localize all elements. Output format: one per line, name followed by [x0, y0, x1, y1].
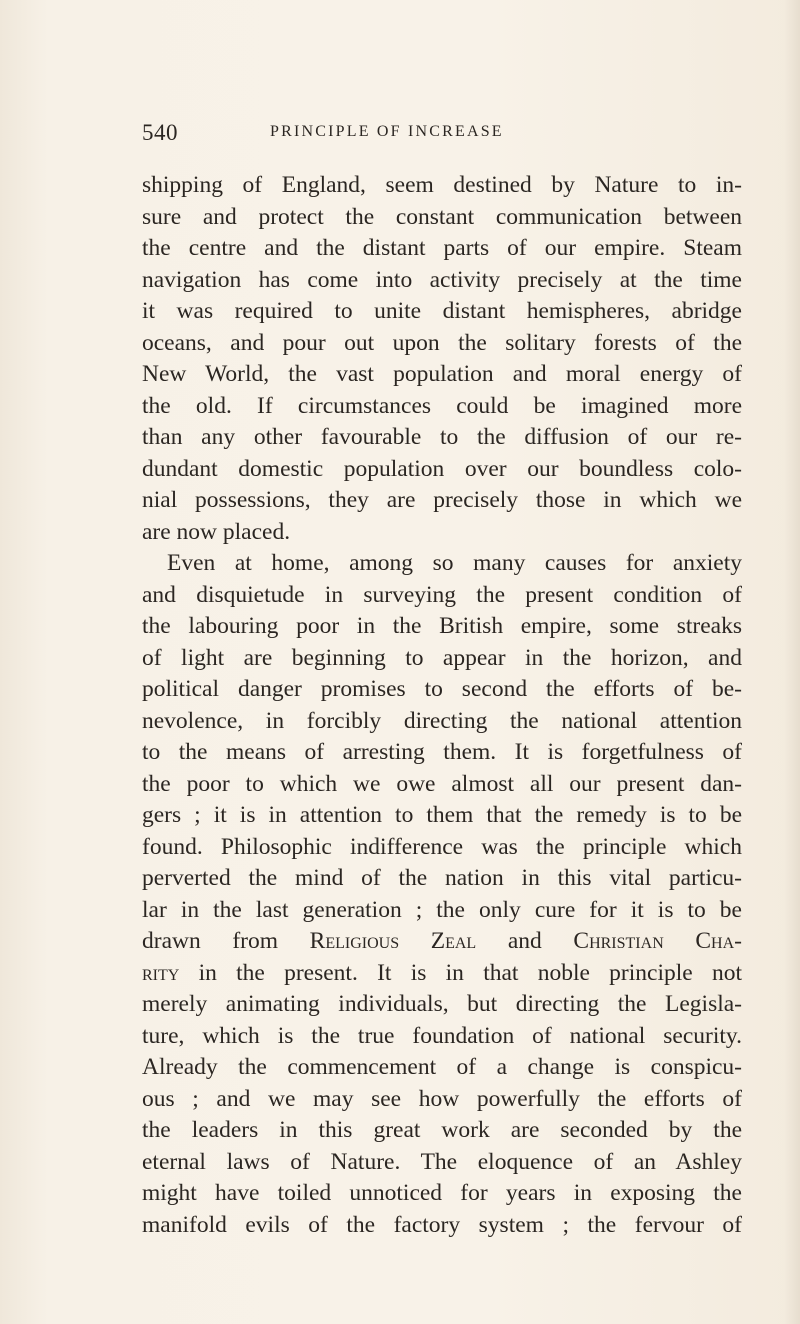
text-line: ous ; and we may see how powerfully the efforts of	[142, 1085, 742, 1112]
text-segment: in the present. It is in that noble principle not	[179, 959, 742, 986]
text-line: merely animating individuals, but directing the Legisla-	[142, 991, 742, 1017]
small-caps-phrase: rity	[142, 959, 180, 986]
text-line: it was required to unite distant hemispheres, abridge	[142, 298, 742, 324]
text-line-small-caps	[142, 926, 742, 958]
text-line: perverted the mind of the nation in this vital particu-	[142, 865, 742, 891]
text-line: manifold evils of the factory system ; the fervour of	[142, 1211, 742, 1238]
small-caps-phrase: Christian Cha-	[573, 928, 742, 954]
text-line: gers ; it is in attention to them that the remedy is to be	[142, 802, 742, 828]
text-line: are now placed.	[142, 518, 291, 545]
body-text	[142, 170, 742, 1241]
text-line: and disquietude in surveying the present condition of	[142, 581, 742, 608]
text-line: than any other favourable to the diffusion of our re-	[142, 424, 742, 450]
text-line: might have toiled unnoticed for years in exposing the	[142, 1180, 742, 1206]
text-line: the labouring poor in the British empire, some streaks	[142, 613, 742, 639]
text-line: shipping of England, seem destined by Nature to in-	[142, 172, 742, 198]
text-line: ture, which is the true foundation of national security.	[142, 1022, 742, 1049]
running-title: PRINCIPLE OF INCREASE	[270, 123, 504, 140]
text-line: oceans, and pour out upon the solitary forests of the	[142, 329, 742, 356]
text-line: to the means of arresting them. It is forgetfulness of	[142, 739, 742, 765]
page-header	[142, 120, 742, 150]
text-line: the leaders in this great work are seconded by the	[142, 1117, 742, 1143]
text-line: lar in the last generation ; the only cure for it is to be	[142, 896, 742, 923]
page-number: 540	[142, 120, 178, 145]
page-edge-shadow	[784, 0, 800, 1324]
text-line: of light are beginning to appear in the horizon, and	[142, 644, 742, 671]
text-line: the poor to which we owe almost all our present dan-	[142, 770, 742, 797]
text-line: found. Philosophic indifference was the principle which	[142, 833, 742, 860]
text-line: the centre and the distant parts of our empire. Steam	[142, 235, 742, 261]
text-segment: and	[476, 928, 574, 954]
text-segment: drawn from	[142, 928, 310, 954]
text-line: navigation has come into activity precisely at the time	[142, 266, 742, 293]
text-line: nevolence, in forcibly directing the national attention	[142, 707, 742, 734]
text-line: political danger promises to second the efforts of be-	[142, 676, 742, 702]
small-caps-phrase: Religious Zeal	[309, 928, 477, 954]
text-line: sure and protect the constant communication between	[142, 203, 742, 230]
text-line: Already the commencement of a change is conspicu-	[142, 1054, 742, 1080]
text-line: nial possessions, they are precisely those in which we	[142, 487, 742, 513]
text-line: the old. If circumstances could be imagined more	[142, 392, 742, 419]
text-line: New World, the vast population and moral energy of	[142, 361, 742, 387]
text-line: eternal laws of Nature. The eloquence of an Ashley	[142, 1148, 742, 1175]
paragraph-start-line: Even at home, among so many causes for anxiety	[167, 550, 742, 576]
text-line-small-caps	[142, 958, 742, 990]
text-line: dundant domestic population over our boundless colo-	[142, 455, 742, 482]
